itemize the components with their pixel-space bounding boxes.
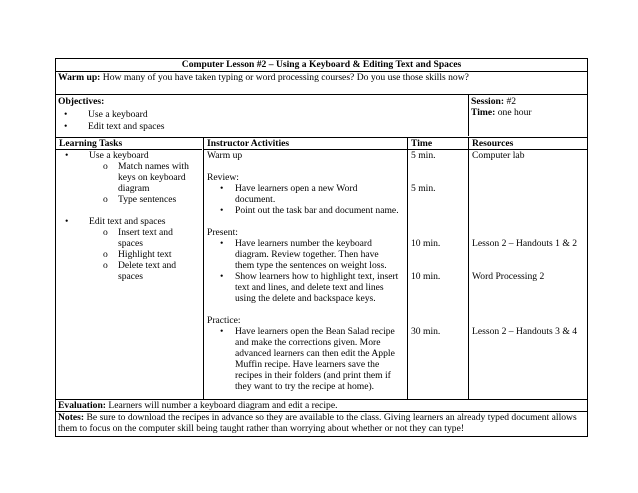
objectives-label: Objectives: bbox=[58, 96, 105, 107]
lesson-title: Computer Lesson #2 – Using a Keyboard & Editing Text and Spaces bbox=[181, 59, 462, 70]
bullet-icon: • bbox=[220, 326, 224, 337]
objectives-row bbox=[56, 94, 587, 137]
subtask-item: keys on keyboard bbox=[118, 172, 186, 183]
time-label: Time: bbox=[471, 107, 496, 119]
activity-heading: Present: bbox=[207, 227, 238, 238]
activity-line: document. bbox=[235, 194, 276, 205]
activity-line: Have learners number the keyboard bbox=[235, 238, 372, 249]
bullet-icon: • bbox=[220, 205, 224, 216]
session-cell bbox=[468, 95, 589, 136]
evaluation-row bbox=[56, 399, 587, 411]
resource-item: Word Processing 2 bbox=[472, 271, 545, 282]
notes-label: Notes: bbox=[58, 412, 85, 423]
subtask-item: Insert text and bbox=[118, 227, 173, 238]
activity-line: recipes in their folders (and print them if bbox=[235, 370, 391, 381]
task-item: Use a keyboard bbox=[89, 150, 149, 161]
bullet-icon: • bbox=[220, 271, 224, 282]
time-value: 5 min. bbox=[411, 150, 436, 161]
subtask-item: Delete text and bbox=[118, 260, 177, 271]
activity-line: using the delete and backspace keys. bbox=[235, 293, 376, 304]
time-value: 10 min. bbox=[411, 271, 441, 282]
activity-line: they want to try the recipe at home). bbox=[235, 381, 375, 392]
warm-up-row bbox=[56, 71, 587, 94]
notes-text: Be sure to download the recipes in advance so they are available to the class. Giving learners an already typed document allows bbox=[86, 412, 577, 423]
bullet-icon: • bbox=[65, 150, 69, 161]
warm-up-label: Warm up: bbox=[58, 72, 101, 83]
objective-item: Edit text and spaces bbox=[88, 121, 165, 132]
notes-text: them to focus on the computer skill being taught rather than worrying about whether or not they can type! bbox=[58, 423, 465, 435]
subtask-item: Match names with bbox=[118, 161, 189, 172]
bullet-icon: • bbox=[64, 109, 68, 120]
activity-line: diagram. Review together. Then have bbox=[235, 249, 379, 260]
activity-line: Have learners open a new Word bbox=[235, 183, 358, 194]
activity-line: them type the sentences on weight loss. bbox=[235, 260, 387, 271]
time-column bbox=[407, 138, 468, 399]
time-value: 5 min. bbox=[411, 183, 436, 194]
time-value: 10 min. bbox=[411, 238, 441, 249]
circle-bullet-icon: o bbox=[103, 161, 108, 172]
circle-bullet-icon: o bbox=[103, 260, 108, 271]
activity-heading: Practice: bbox=[207, 315, 241, 326]
evaluation-label: Evaluation: bbox=[58, 400, 106, 411]
circle-bullet-icon: o bbox=[103, 249, 108, 260]
activity-line: and make the corrections given. More bbox=[235, 337, 381, 348]
subtask-item: Type sentences bbox=[118, 194, 177, 205]
subtask-item: spaces bbox=[118, 271, 144, 282]
subtask-item: spaces bbox=[118, 238, 144, 249]
task-item: Edit text and spaces bbox=[89, 216, 166, 227]
lesson-plan-table bbox=[55, 58, 588, 437]
session-label: Session: bbox=[471, 96, 505, 107]
warm-up-text: How many of you have taken typing or word processing courses? Do you use those skills now? bbox=[102, 72, 469, 83]
bullet-icon: • bbox=[220, 238, 224, 249]
activity-line: Have learners open the Bean Salad recipe bbox=[235, 326, 395, 337]
activity-line: Point out the task bar and document name. bbox=[235, 205, 399, 216]
activity-line: advanced learners can then edit the Apple bbox=[235, 348, 395, 359]
circle-bullet-icon: o bbox=[103, 194, 108, 205]
time-value: one hour bbox=[497, 107, 532, 119]
notes-row bbox=[56, 411, 587, 436]
column-header-time: Time bbox=[408, 138, 468, 150]
activity-line: Muffin recipe. Have learners save the bbox=[235, 359, 380, 370]
circle-bullet-icon: o bbox=[103, 227, 108, 238]
column-header-tasks: Learning Tasks bbox=[56, 138, 202, 150]
activity-line: text and lines, and delete text and lines bbox=[235, 282, 384, 293]
subtask-item: diagram bbox=[118, 183, 150, 194]
resource-item: Lesson 2 – Handouts 3 & 4 bbox=[472, 326, 577, 337]
bullet-icon: • bbox=[65, 216, 69, 227]
column-header-activities: Instructor Activities bbox=[204, 138, 407, 150]
tasks-row bbox=[56, 137, 587, 399]
instructor-activities-column bbox=[203, 138, 407, 399]
column-header-resources: Resources bbox=[469, 138, 587, 150]
time-value: 30 min. bbox=[411, 326, 441, 337]
bullet-icon: • bbox=[220, 183, 224, 194]
subtask-item: Highlight text bbox=[118, 249, 172, 260]
session-value: #2 bbox=[506, 96, 517, 107]
bullet-icon: • bbox=[64, 121, 68, 132]
activity-line: Show learners how to highlight text, insert bbox=[235, 271, 399, 282]
activity-heading: Warm up bbox=[207, 150, 243, 161]
evaluation-text: Learners will number a keyboard diagram and edit a recipe. bbox=[108, 400, 338, 411]
resource-item: Computer lab bbox=[472, 150, 525, 161]
resource-item: Lesson 2 – Handouts 1 & 2 bbox=[472, 238, 577, 249]
learning-tasks-column bbox=[56, 138, 202, 399]
activity-heading: Review: bbox=[207, 172, 239, 183]
objective-item: Use a keyboard bbox=[88, 109, 148, 120]
resources-column bbox=[468, 138, 587, 399]
